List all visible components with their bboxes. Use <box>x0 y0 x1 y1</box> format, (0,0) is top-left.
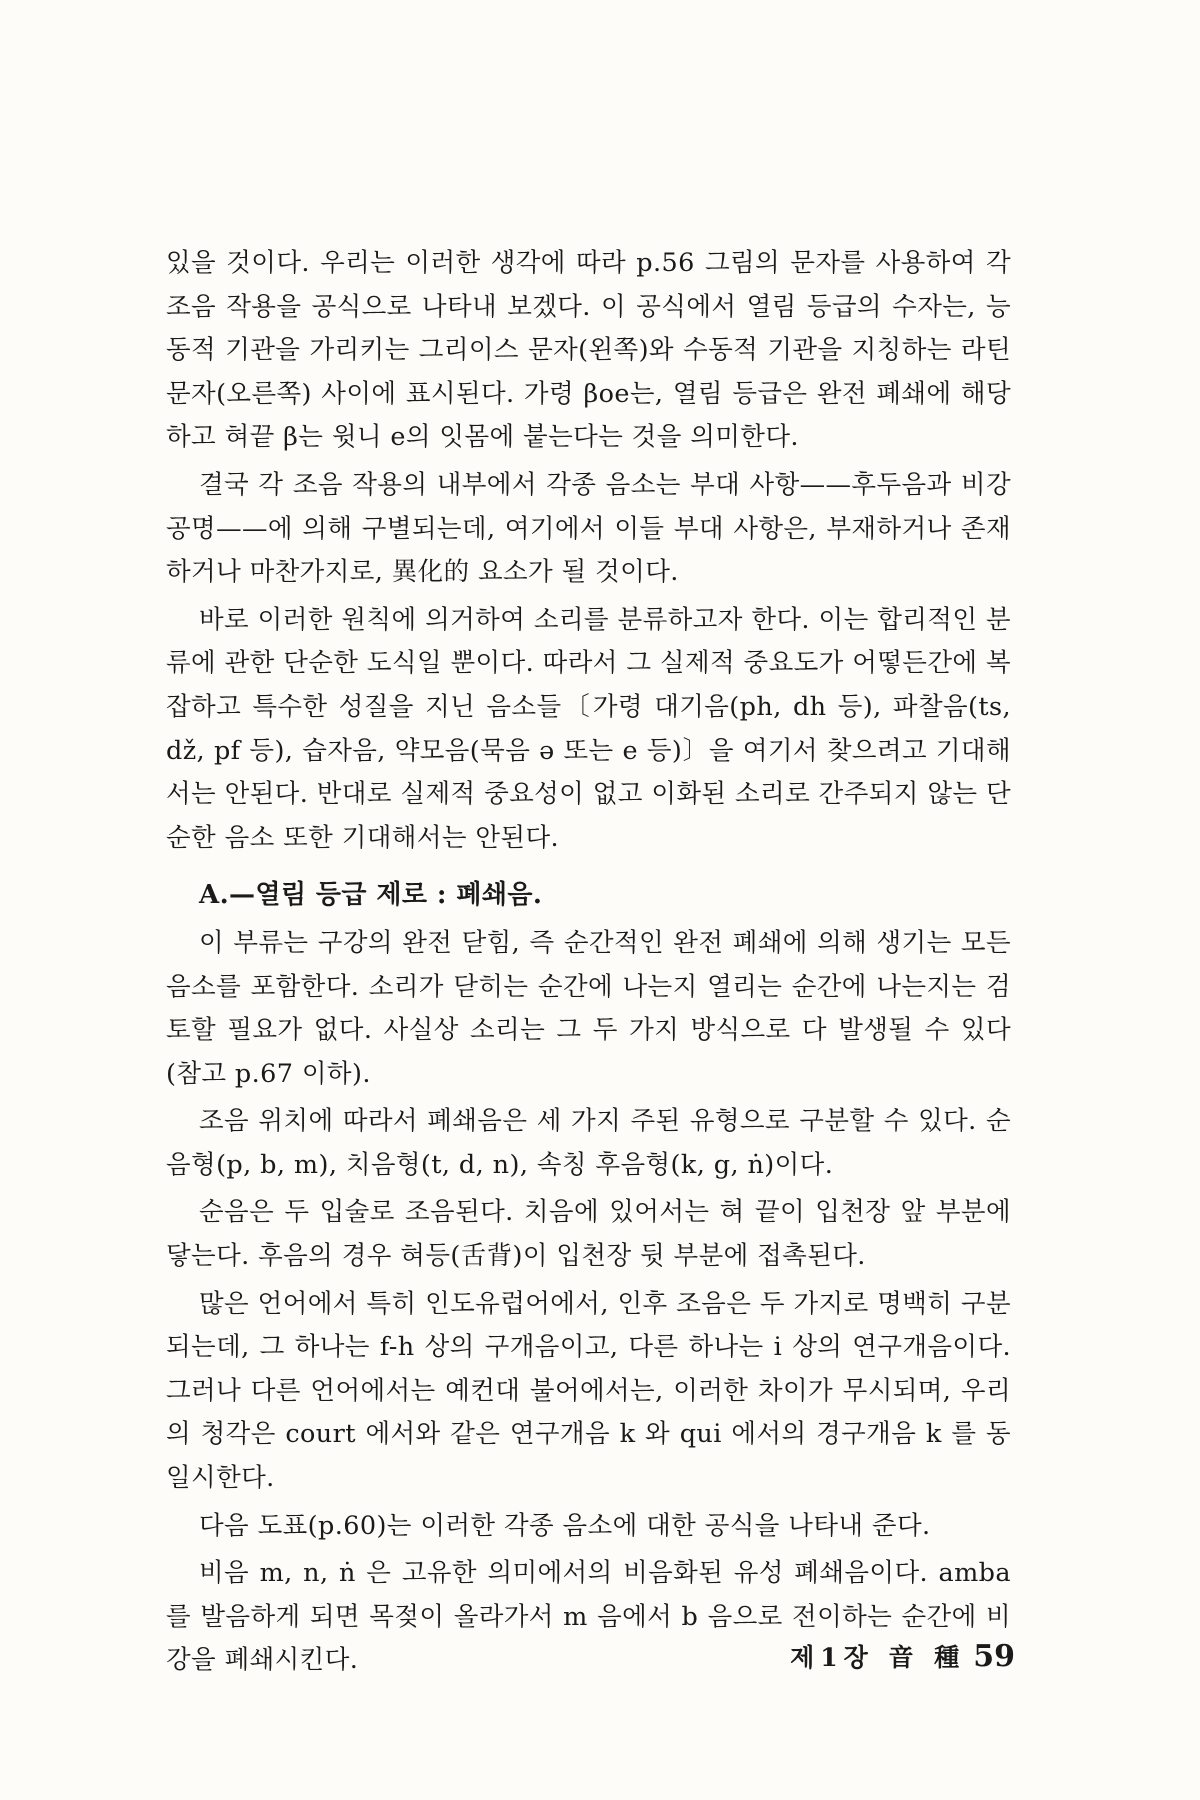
paragraph-nasals: 비음 m, n, ṅ 은 고유한 의미에서의 비음화된 유성 폐쇄음이다. amba 를 발음하게 되면 목젖이 올라가서 m 음에서 b 음으로 전이하는 순간에 비강을 폐쇄시킨다. <box>166 1558 1011 1676</box>
paragraph-table-reference: 다음 도표(p.60)는 이러한 각종 음소에 대한 공식을 나타내 준다. <box>199 1510 931 1541</box>
paragraph-continued: 있을 것이다. 우리는 이러한 생각에 따라 p.56 그림의 문자를 사용하여 각 조음 작용을 공식으로 나타내 보겠다. 이 공식에서 열림 등급의 수자는, 능동적 기관을 가리키는 그리이스 문자(왼쪽)와 수동적 기관을 지칭하는 라틴 문자(오른쪽) 사이에 표시된다. 가령 βoe는, 열림 등급은 완전 폐쇄에 해당하고 혀끝 β는 윗니 e의 잇몸에 붙는다는 것을 의미한다. <box>166 248 1011 453</box>
running-footer <box>760 1638 1015 1674</box>
paragraph-classification: 바로 이러한 원칙에 의거하여 소리를 분류하고자 한다. 이는 합리적인 분류에 관한 단순한 도식일 뿐이다. 따라서 그 실제적 중요도가 어떻든간에 복잡하고 특수한 성질을 지닌 음소들〔가령 대기음(ph, dh 등), 파찰음(ts, dž, pf 등), 습자음, 약모음(묵음 ə 또는 e 등)〕을 여기서 찾으려고 기대해서는 안된다. 반대로 실제적 중요성이 없고 이화된 소리로 간주되지 않는 단순한 음소 또한 기대해서는 안된다. <box>166 604 1011 853</box>
paragraph-labials-dentals: 순음은 두 입술로 조음된다. 치음에 있어서는 혀 끝이 입천장 앞 부분에 닿는다. 후음의 경우 혀등(舌背)이 입천장 뒷 부분에 접촉된다. <box>166 1197 1011 1272</box>
body-text <box>166 242 1011 1683</box>
page-number: 59 <box>973 1639 1015 1674</box>
paragraph-occlusives-definition: 이 부류는 구강의 완전 닫힘, 즉 순간적인 완전 폐쇄에 의해 생기는 모든 음소를 포함한다. 소리가 닫히는 순간에 나는지 열리는 순간에 나는지는 검토할 필요가 없다. 사실상 소리는 그 두 가지 방식으로 다 발생될 수 있다(참고 p.67 이하). <box>166 927 1011 1089</box>
paragraph-concomitants: 결국 각 조음 작용의 내부에서 각종 음소는 부대 사항——후두음과 비강 공명——에 의해 구별되는데, 여기에서 이들 부대 사항은, 부재하거나 존재하거나 마찬가지로, 異化的 요소가 될 것이다. <box>166 469 1011 588</box>
chapter-title: 제1장 音 種 <box>790 1643 966 1672</box>
paragraph-three-types: 조음 위치에 따라서 폐쇄음은 세 가지 주된 유형으로 구분할 수 있다. 순음형(p, b, m), 치음형(t, d, n), 속칭 후음형(k, g, ṅ)이다. <box>166 1106 1011 1180</box>
paragraph-gutturals: 많은 언어에서 특히 인도유럽어에서, 인후 조음은 두 가지로 명백히 구분되는데, 그 하나는 f-h 상의 구개음이고, 다른 하나는 i 상의 연구개음이다. 그러나 다른 언어에서는 예컨대 불어에서는, 이러한 차이가 무시되며, 우리의 청각은 court 에서와 같은 연구개음 k 와 qui 에서의 경구개음 k 를 동일시한다. <box>166 1288 1011 1494</box>
section-heading: A.—열림 등급 제로 : 폐쇄음. <box>199 880 543 911</box>
